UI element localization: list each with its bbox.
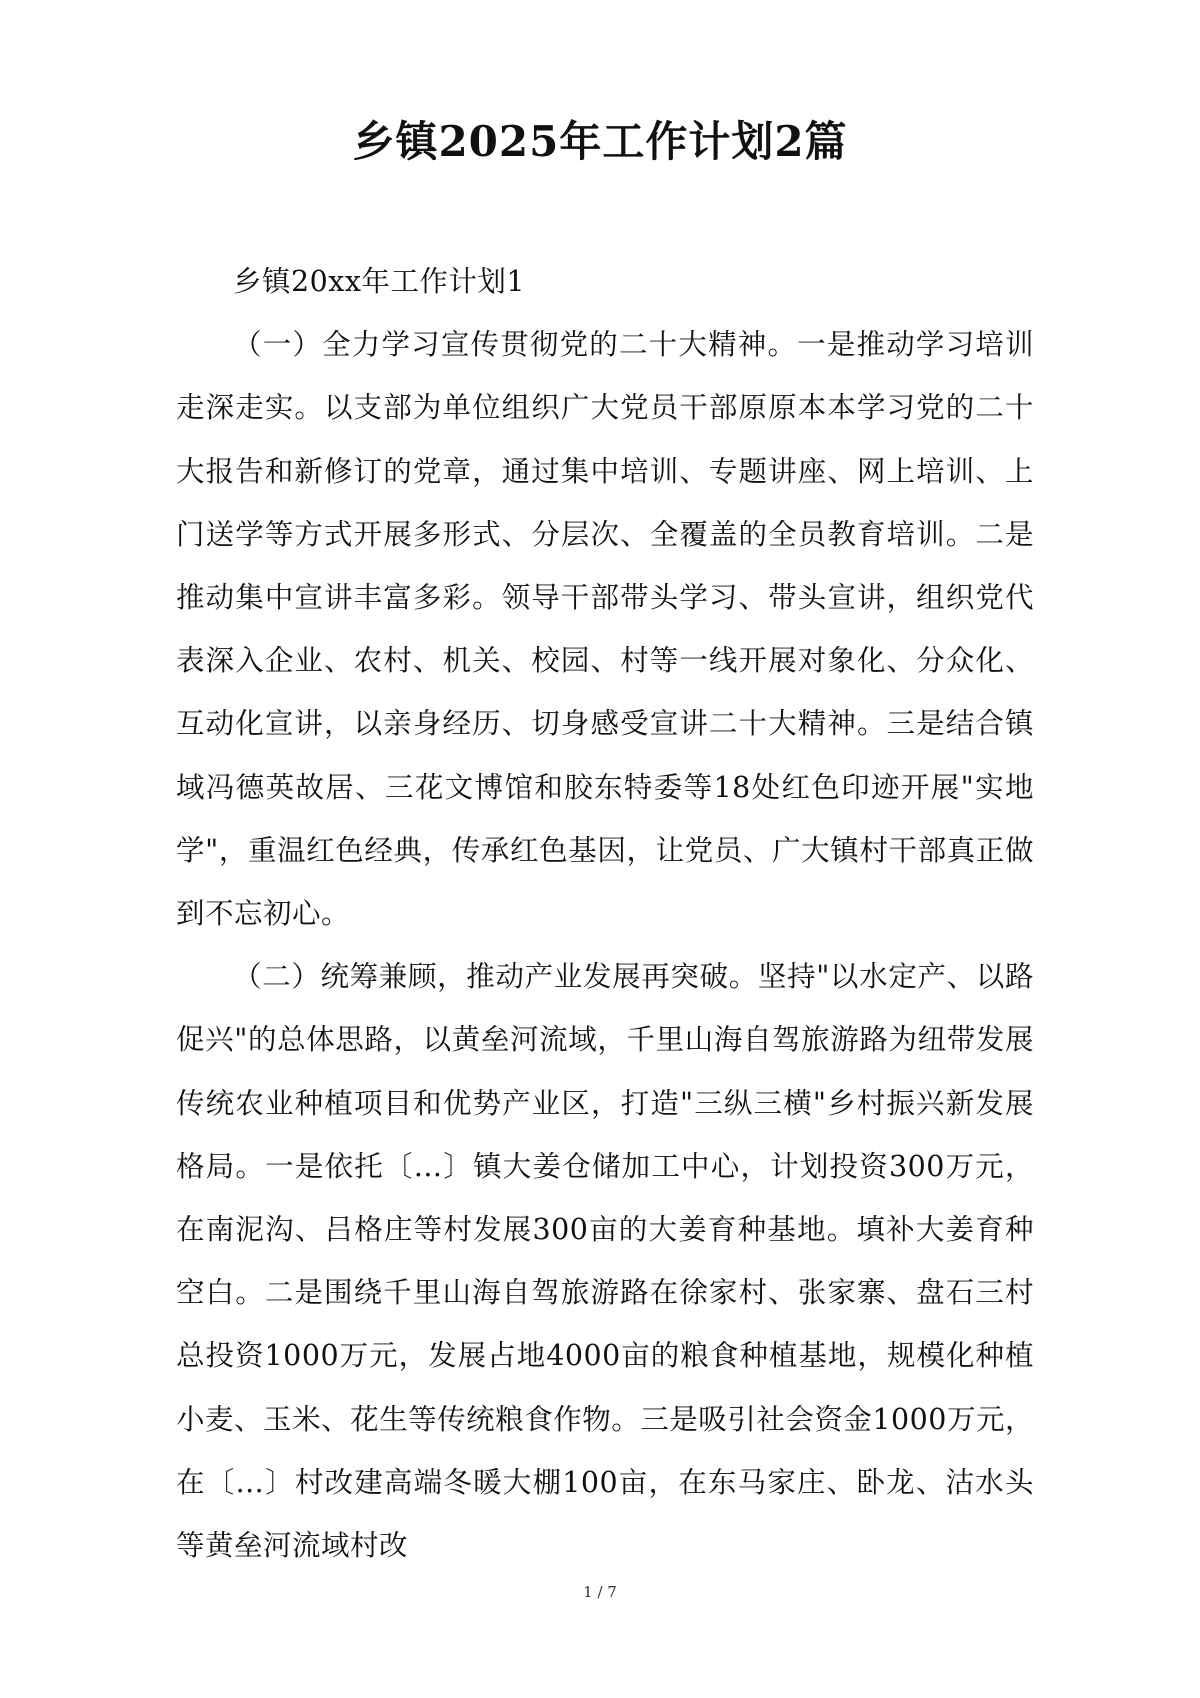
document-title: 乡镇2025年工作计划2篇 xyxy=(352,117,848,166)
document-body xyxy=(176,250,1034,1577)
paragraph-industry-development: （二）统筹兼顾，推动产业发展再突破。坚持"以水定产、以路促兴"的总体思路，以黄垒河流域，千里山海自驾旅游路为纽带发展传统农业种植项目和优势产业区，打造"三纵三横"乡村振兴新发展格局。一是依托〔…〕镇大姜仓储加工中心，计划投资300万元，在南泥沟、吕格庄等村发展300亩的大姜育种基地。填补大姜育种空白。二是围绕千里山海自驾旅游路在徐家村、张家寨、盘石三村总投资1000万元，发展占地4000亩的粮食种植基地，规模化种植小麦、玉米、花生等传统粮食作物。三是吸引社会资金1000万元，在〔…〕村改建高端冬暖大棚100亩，在东马家庄、卧龙、沽水头等黄垒河流域村改 xyxy=(176,960,1034,1563)
paragraph-study-spirit: （一）全力学习宣传贯彻党的二十大精神。一是推动学习培训走深走实。以支部为单位组织广大党员干部原原本本学习党的二十大报告和新修订的党章，通过集中培训、专题讲座、网上培训、上门送学等方式开展多形式、分层次、全覆盖的全员教育培训。二是推动集中宣讲丰富多彩。领导干部带头学习、带头宣讲，组织党代表深入企业、农村、机关、校园、村等一线开展对象化、分众化、互动化宣讲，以亲身经历、切身感受宣讲二十大精神。三是结合镇域冯德英故居、三花文博馆和胶东特委等18处红色印迹开展"实地学"，重温红色经典，传承红色基因，让党员、广大镇村干部真正做到不忘初心。 xyxy=(176,328,1034,931)
page-number: 1 / 7 xyxy=(583,1583,617,1601)
section-heading: 乡镇20xx年工作计划1 xyxy=(233,265,526,298)
